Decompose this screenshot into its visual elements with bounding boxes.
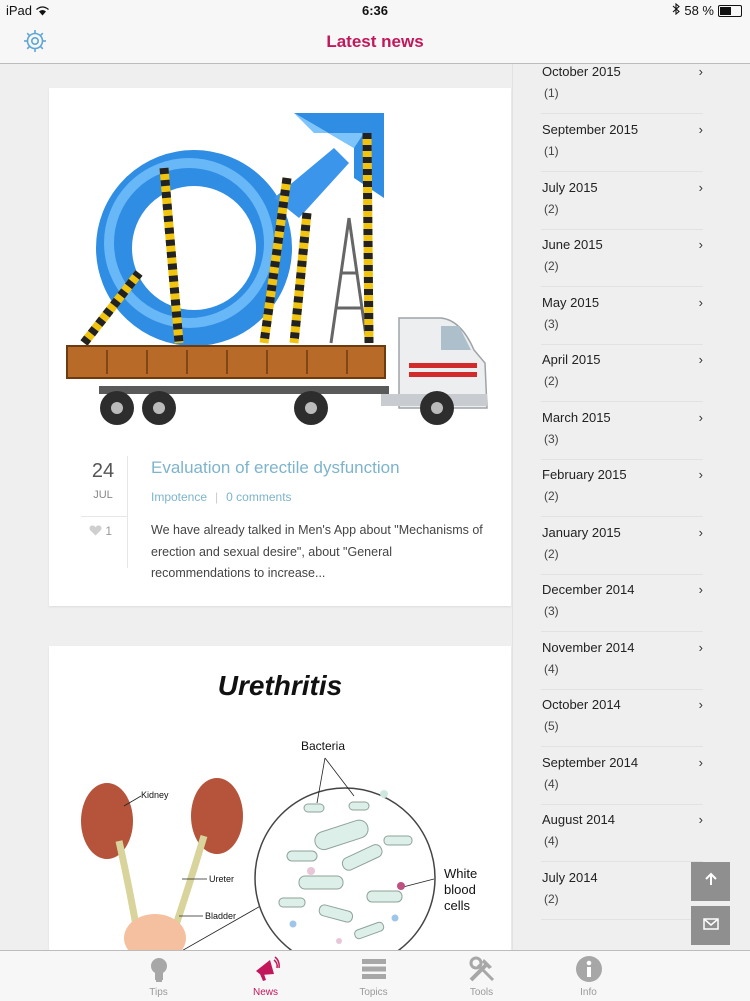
archive-list[interactable] xyxy=(512,64,750,950)
lightbulb-icon xyxy=(145,955,173,983)
post-excerpt: We have already talked in Men's App about "Mechanisms of erection and sexual desire", about "General recommendations to increase... xyxy=(151,523,483,580)
bacteria-label: Bacteria xyxy=(301,739,346,753)
news-feed[interactable] xyxy=(0,64,512,950)
archive-item[interactable] xyxy=(541,632,703,690)
archive-month: August 2014 xyxy=(542,812,616,827)
kidney-label: Kidney xyxy=(141,790,169,800)
chevron-right-icon: › xyxy=(698,180,703,195)
navigation-bar xyxy=(0,22,750,64)
chevron-right-icon: › xyxy=(698,237,703,252)
archive-count: (3) xyxy=(544,432,559,446)
post-title-link[interactable]: Evaluation of erectile dysfunction xyxy=(151,458,400,477)
tab-label: Tips xyxy=(149,987,168,998)
chevron-right-icon: › xyxy=(698,467,703,482)
like-button[interactable] xyxy=(89,524,112,538)
archive-item[interactable] xyxy=(541,747,703,805)
archive-count: (2) xyxy=(544,547,559,561)
archive-month: June 2015 xyxy=(542,237,603,252)
scroll-to-top-button[interactable] xyxy=(691,862,730,901)
archive-count: (4) xyxy=(544,834,559,848)
archive-month: March 2015 xyxy=(542,410,611,425)
archive-month: April 2015 xyxy=(542,352,601,367)
bluetooth-icon xyxy=(672,3,680,18)
archive-count: (2) xyxy=(544,374,559,388)
meta-separator: | xyxy=(215,490,219,504)
post-day: 24 xyxy=(91,460,115,482)
category-link[interactable]: Impotence xyxy=(151,490,208,504)
archive-item[interactable] xyxy=(541,344,703,402)
archive-month: January 2015 xyxy=(542,525,621,540)
archive-count: (2) xyxy=(544,892,559,906)
archive-month: July 2015 xyxy=(542,180,598,195)
tab-label: News xyxy=(252,987,278,998)
archive-count: (2) xyxy=(544,259,559,273)
chevron-right-icon: › xyxy=(698,410,703,425)
tab-topics[interactable] xyxy=(320,951,427,1001)
tab-bar xyxy=(0,950,750,1001)
wbc-label-line2: blood xyxy=(444,882,476,897)
envelope-icon xyxy=(703,917,719,935)
info-icon xyxy=(575,955,603,983)
archive-month: November 2014 xyxy=(542,640,635,655)
post-image-title: Urethritis xyxy=(217,670,343,701)
list-icon xyxy=(360,955,388,983)
tools-icon xyxy=(468,955,496,983)
post-month: JUL xyxy=(93,489,113,501)
tab-label: Tools xyxy=(469,987,494,998)
status-time: 6:36 xyxy=(361,3,389,18)
archive-count: (3) xyxy=(544,604,559,618)
battery-percent: 58 % xyxy=(684,3,714,18)
chevron-right-icon: › xyxy=(698,697,703,712)
like-count: 1 xyxy=(105,524,113,538)
tab-label: Topics xyxy=(359,987,388,998)
tab-info[interactable] xyxy=(535,951,642,1001)
tab-news[interactable] xyxy=(212,951,319,1001)
heart-icon xyxy=(89,524,105,538)
archive-month: February 2015 xyxy=(542,467,627,482)
news-card[interactable] xyxy=(49,646,511,950)
post-image[interactable] xyxy=(49,88,511,428)
archive-item[interactable] xyxy=(541,689,703,747)
news-card[interactable] xyxy=(49,88,511,606)
status-bar xyxy=(0,0,750,22)
archive-item[interactable] xyxy=(541,574,703,632)
archive-count: (2) xyxy=(544,202,559,216)
tab-label: Info xyxy=(580,987,597,998)
archive-item[interactable] xyxy=(541,172,703,230)
archive-month: September 2014 xyxy=(542,755,639,770)
chevron-right-icon: › xyxy=(698,122,703,137)
chevron-right-icon: › xyxy=(698,640,703,655)
device-name: iPad xyxy=(6,3,33,18)
date-divider xyxy=(81,516,127,517)
archive-item[interactable] xyxy=(541,229,703,287)
archive-count: (4) xyxy=(544,662,559,676)
archive-item[interactable] xyxy=(541,517,703,575)
archive-count: (2) xyxy=(544,489,559,503)
arrow-up-icon xyxy=(703,871,719,892)
archive-count: (1) xyxy=(544,144,559,158)
archive-count: (5) xyxy=(544,719,559,733)
archive-item[interactable] xyxy=(541,287,703,345)
megaphone-icon xyxy=(252,955,280,983)
meta-divider xyxy=(127,456,128,568)
archive-month: September 2015 xyxy=(542,122,639,137)
ureter-label: Ureter xyxy=(209,874,235,884)
page-title: Latest news xyxy=(326,32,424,51)
chevron-right-icon: › xyxy=(698,64,703,79)
archive-count: (4) xyxy=(544,777,559,791)
archive-item[interactable] xyxy=(541,64,703,114)
archive-month: December 2014 xyxy=(542,582,635,597)
archive-item[interactable] xyxy=(541,459,703,517)
chevron-right-icon: › xyxy=(698,582,703,597)
wbc-label-line3: cells xyxy=(444,898,471,913)
archive-count: (1) xyxy=(544,86,559,100)
archive-month: October 2014 xyxy=(542,697,621,712)
chevron-right-icon: › xyxy=(698,295,703,310)
archive-item[interactable] xyxy=(541,862,703,920)
battery-icon xyxy=(718,5,742,17)
wbc-label-line1: White xyxy=(444,866,478,881)
tab-tips[interactable] xyxy=(105,951,212,1001)
archive-month: October 2015 xyxy=(542,64,621,79)
tab-tools[interactable] xyxy=(428,951,535,1001)
chevron-right-icon: › xyxy=(698,812,703,827)
chevron-right-icon: › xyxy=(698,755,703,770)
archive-item[interactable] xyxy=(541,402,703,460)
archive-item[interactable] xyxy=(541,804,703,862)
archive-month: July 2014 xyxy=(542,870,598,885)
chevron-right-icon: › xyxy=(698,352,703,367)
post-date xyxy=(79,460,127,501)
comments-link[interactable]: 0 comments xyxy=(226,490,292,504)
archive-month: May 2015 xyxy=(542,295,600,310)
status-right xyxy=(672,3,742,18)
chevron-right-icon: › xyxy=(698,525,703,540)
archive-item[interactable] xyxy=(541,114,703,172)
bladder-label: Bladder xyxy=(205,911,237,921)
post-meta xyxy=(151,490,292,504)
archive-count: (3) xyxy=(544,317,559,331)
post-image[interactable] xyxy=(49,646,511,950)
email-button[interactable] xyxy=(691,906,730,945)
